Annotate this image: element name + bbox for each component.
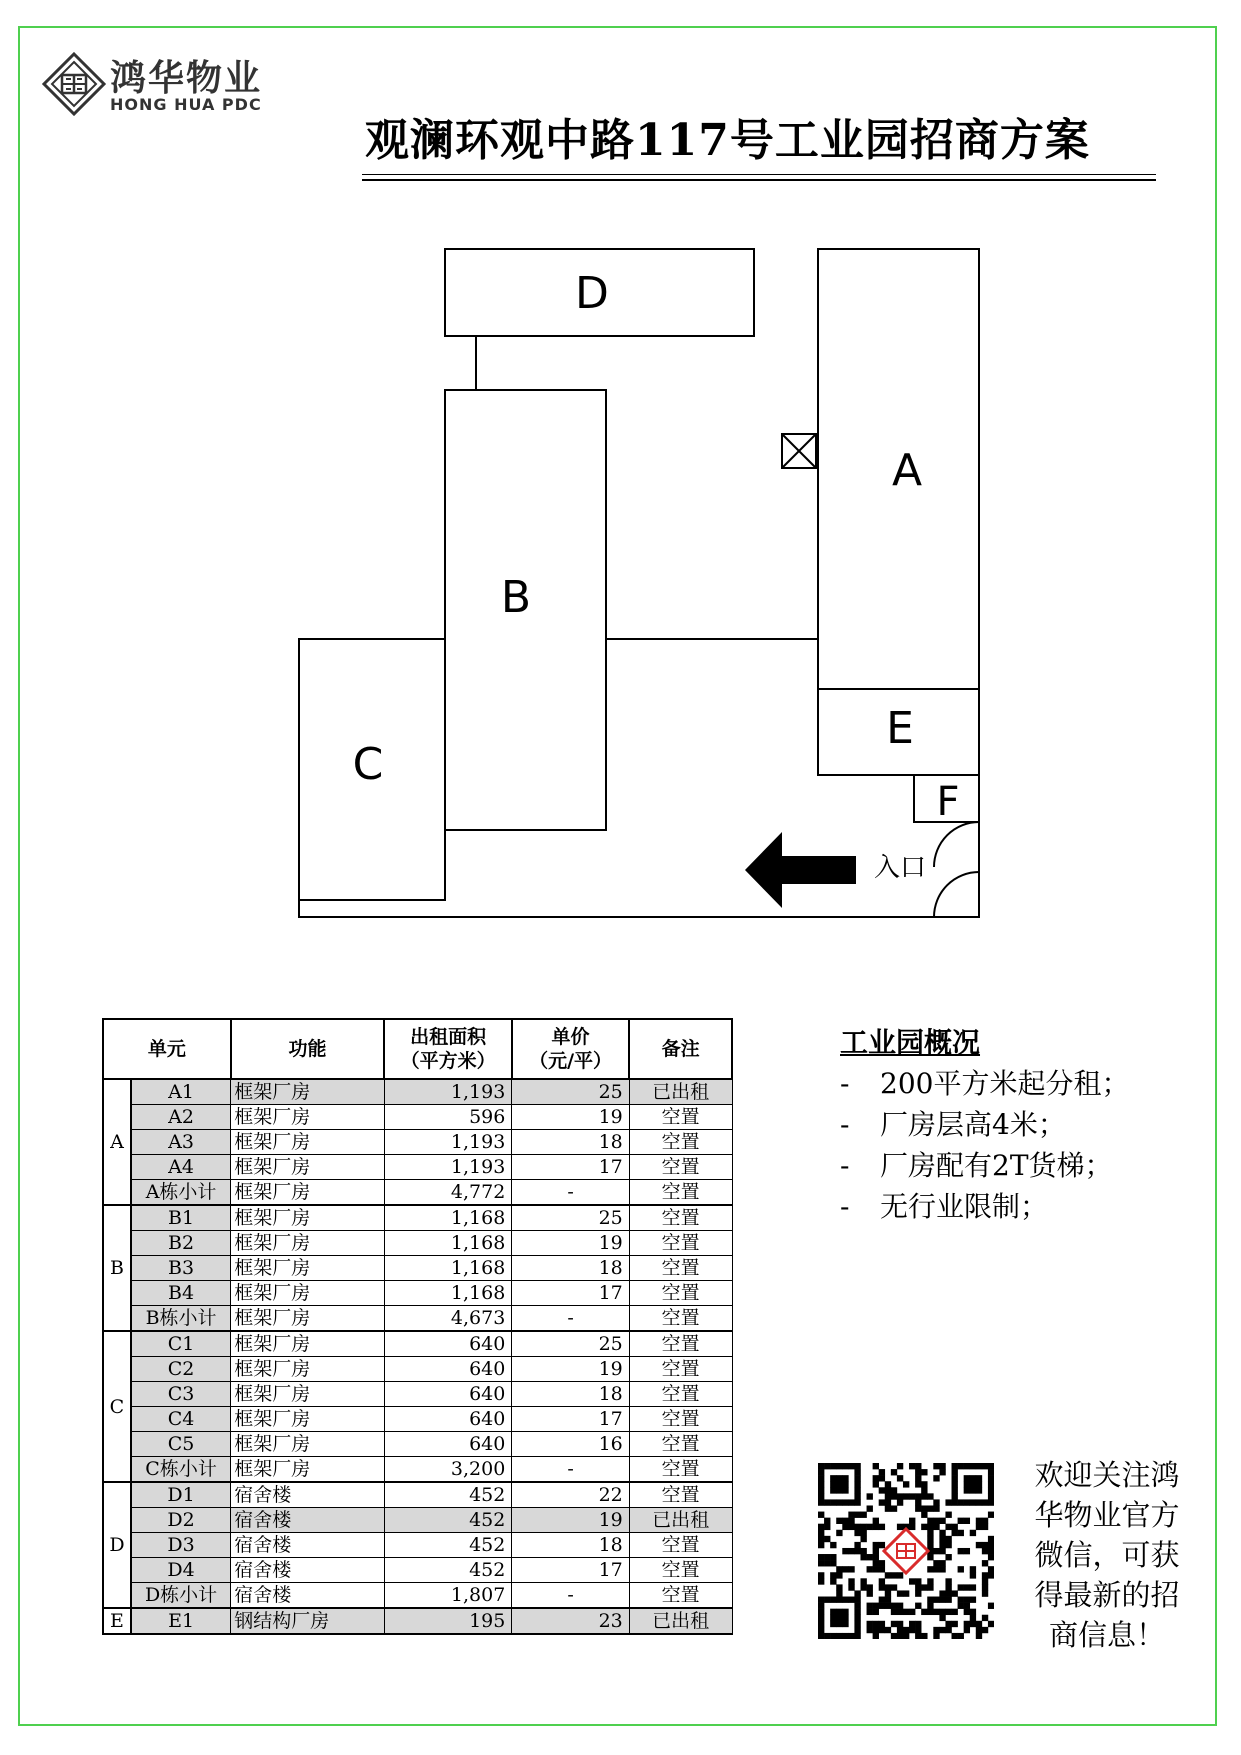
function-cell: 框架厂房 [231,1457,385,1483]
building-e [818,689,979,775]
note-cell: 空置 [629,1256,732,1281]
table-header-row [103,1019,732,1079]
table-row [103,1457,732,1483]
area-cell: 640 [384,1382,512,1407]
price-cell: 17 [512,1558,629,1583]
unit-cell: B栋小计 [131,1306,231,1332]
note-cell: 已出租 [629,1079,732,1105]
building-group-cell: B [103,1205,131,1331]
price-cell: 17 [512,1155,629,1180]
area-cell: 3,200 [384,1457,512,1483]
area-cell: 452 [384,1533,512,1558]
area-cell: 640 [384,1357,512,1382]
note-cell: 空置 [629,1155,732,1180]
function-cell: 宿舍楼 [231,1508,385,1533]
function-cell: 框架厂房 [231,1256,385,1281]
building-group-cell: C [103,1331,131,1482]
unit-cell: C2 [131,1357,231,1382]
column-header: 备注 [629,1019,732,1079]
note-cell: 空置 [629,1482,732,1508]
unit-cell: C4 [131,1407,231,1432]
table-row [103,1130,732,1155]
building-a [818,249,979,689]
table-row [103,1407,732,1432]
price-cell: 25 [512,1331,629,1357]
note-cell: 空置 [629,1382,732,1407]
price-cell: 17 [512,1281,629,1306]
area-cell: 452 [384,1508,512,1533]
price-cell: 25 [512,1079,629,1105]
function-cell: 框架厂房 [231,1205,385,1231]
area-cell: 1,168 [384,1281,512,1306]
unit-cell: B2 [131,1231,231,1256]
price-cell: - [512,1306,629,1332]
function-cell: 框架厂房 [231,1432,385,1457]
table-row [103,1281,732,1306]
area-cell: 596 [384,1105,512,1130]
overview-title: 工业园概况 [840,1026,981,1059]
follow-wechat-text: 欢迎关注鸿 华物业官方 微信，可获 得最新的招 商信息！ [1034,1458,1180,1652]
area-cell: 1,168 [384,1205,512,1231]
unit-cell: A栋小计 [131,1180,231,1206]
gate-arc-lower [934,872,979,917]
price-cell: 18 [512,1256,629,1281]
column-header: 功能 [231,1019,385,1079]
unit-cell: A3 [131,1130,231,1155]
unit-cell: B1 [131,1205,231,1231]
note-cell: 空置 [629,1281,732,1306]
note-cell: 空置 [629,1331,732,1357]
note-cell: 空置 [629,1457,732,1483]
table-row [103,1155,732,1180]
building-a-label: A [891,445,923,496]
area-cell: 1,168 [384,1256,512,1281]
unit-cell: A4 [131,1155,231,1180]
function-cell: 框架厂房 [231,1331,385,1357]
area-cell: 4,772 [384,1180,512,1206]
table-row [103,1533,732,1558]
area-cell: 1,193 [384,1079,512,1105]
function-cell: 框架厂房 [231,1180,385,1206]
price-cell: 19 [512,1105,629,1130]
unit-cell: D2 [131,1508,231,1533]
unit-cell: B4 [131,1281,231,1306]
price-cell: 19 [512,1357,629,1382]
unit-cell: C3 [131,1382,231,1407]
note-cell: 空置 [629,1180,732,1206]
function-cell: 宿舍楼 [231,1533,385,1558]
area-cell: 452 [384,1482,512,1508]
price-cell: - [512,1180,629,1206]
area-cell: 640 [384,1407,512,1432]
note-cell: 空置 [629,1432,732,1457]
table-row [103,1331,732,1357]
area-cell: 1,168 [384,1231,512,1256]
price-cell: 25 [512,1205,629,1231]
price-cell: 16 [512,1432,629,1457]
function-cell: 框架厂房 [231,1231,385,1256]
brand-name-en: HONG HUA PDC [110,95,262,114]
crossed-box-icon [782,434,816,468]
note-cell: 空置 [629,1231,732,1256]
park-overview [840,1022,1129,1227]
building-e-label: E [886,703,914,754]
building-b [445,390,606,830]
column-header: 单元 [103,1019,231,1079]
area-cell: 640 [384,1331,512,1357]
note-cell: 空置 [629,1533,732,1558]
note-cell: 空置 [629,1357,732,1382]
table-row [103,1180,732,1206]
unit-cell: E1 [131,1608,231,1634]
page-title: 观澜环观中路117号工业园招商方案 [365,115,1090,166]
note-cell: 空置 [629,1105,732,1130]
building-b-label: B [500,572,532,623]
note-cell: 空置 [629,1583,732,1609]
building-group-cell: E [103,1608,131,1634]
unit-cell: C5 [131,1432,231,1457]
building-group-cell: D [103,1482,131,1608]
units-table [102,1018,733,1635]
table-row [103,1306,732,1332]
function-cell: 框架厂房 [231,1382,385,1407]
building-f-label: F [936,779,960,825]
table-row [103,1231,732,1256]
left-arrow-icon [745,832,856,908]
function-cell: 宿舍楼 [231,1558,385,1583]
table-row [103,1256,732,1281]
price-cell: 18 [512,1533,629,1558]
price-cell: 19 [512,1231,629,1256]
area-cell: 1,807 [384,1583,512,1609]
price-cell: 18 [512,1130,629,1155]
unit-cell: C1 [131,1331,231,1357]
table-row [103,1508,732,1533]
function-cell: 钢结构厂房 [231,1608,385,1634]
building-d [445,249,754,336]
function-cell: 宿舍楼 [231,1583,385,1609]
entrance-label: 入口 [873,853,927,883]
price-cell: 17 [512,1407,629,1432]
function-cell: 框架厂房 [231,1105,385,1130]
price-cell: 23 [512,1608,629,1634]
table-row [103,1079,732,1105]
unit-cell: D栋小计 [131,1583,231,1609]
function-cell: 框架厂房 [231,1079,385,1105]
price-cell: - [512,1583,629,1609]
table-row [103,1382,732,1407]
price-cell: 18 [512,1382,629,1407]
area-cell: 640 [384,1432,512,1457]
gate-arc-upper [934,822,979,867]
area-cell: 4,673 [384,1306,512,1332]
brand-name-cn: 鸿华物业 [110,58,263,99]
overview-item: - 无行业限制； [840,1190,1049,1223]
function-cell: 框架厂房 [231,1306,385,1332]
unit-cell: B3 [131,1256,231,1281]
column-header: 单价 （元/平） [512,1019,629,1079]
note-cell: 空置 [629,1407,732,1432]
table-row [103,1432,732,1457]
price-cell: 19 [512,1508,629,1533]
table-row [103,1608,732,1634]
function-cell: 宿舍楼 [231,1482,385,1508]
table-row [103,1482,732,1508]
unit-cell: D4 [131,1558,231,1583]
unit-cell: A2 [131,1105,231,1130]
building-c [299,639,445,900]
table-row [103,1558,732,1583]
unit-cell: A1 [131,1079,231,1105]
note-cell: 空置 [629,1306,732,1332]
qr-code-icon[interactable] [818,1463,994,1639]
price-cell: 22 [512,1482,629,1508]
price-cell: - [512,1457,629,1483]
area-cell: 195 [384,1608,512,1634]
area-cell: 452 [384,1558,512,1583]
table-row [103,1205,732,1231]
note-cell: 空置 [629,1205,732,1231]
unit-cell: D3 [131,1533,231,1558]
function-cell: 框架厂房 [231,1357,385,1382]
overview-item: - 厂房层高4米； [840,1108,1066,1141]
note-cell: 空置 [629,1558,732,1583]
unit-cell: D1 [131,1482,231,1508]
unit-cell: C栋小计 [131,1457,231,1483]
building-group-cell: A [103,1079,131,1205]
overview-item: - 厂房配有2T货梯； [840,1149,1113,1182]
function-cell: 框架厂房 [231,1407,385,1432]
overview-item: - 200平方米起分租； [840,1067,1130,1100]
note-cell: 已出租 [629,1508,732,1533]
building-d-label: D [575,268,609,319]
building-c-label: C [352,739,384,790]
building-f [914,775,979,825]
area-cell: 1,193 [384,1130,512,1155]
note-cell: 已出租 [629,1608,732,1634]
table-row [103,1357,732,1382]
area-cell: 1,193 [384,1155,512,1180]
note-cell: 空置 [629,1130,732,1155]
table-row [103,1105,732,1130]
function-cell: 框架厂房 [231,1130,385,1155]
table-row [103,1583,732,1609]
function-cell: 框架厂房 [231,1281,385,1306]
function-cell: 框架厂房 [231,1155,385,1180]
column-header: 出租面积 （平方米） [384,1019,512,1079]
